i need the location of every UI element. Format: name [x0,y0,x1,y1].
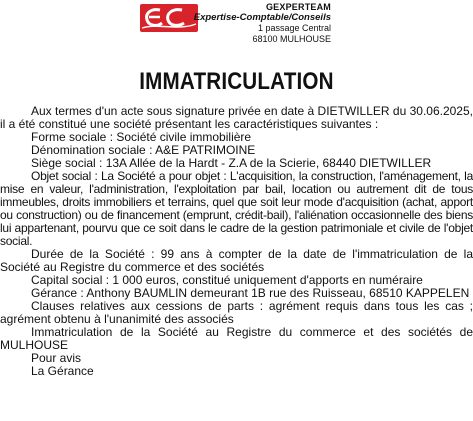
paragraph-intro: Aux termes d'un acte sous signature privée en date à DIETWILLER du 30.06.2025, il a été constitué une société présentant les caractéristiques suivantes : [0,104,473,131]
header [0,0,473,62]
gexperteam-logo-icon [140,4,198,32]
paragraph-signature: La Gérance [31,364,94,378]
company-block [194,2,331,44]
paragraph-pour-avis: Pour avis [31,351,82,365]
paragraph-duree: Durée de la Société : 99 ans à compter de la date de l'immatriculation de la Société au Registre du commerce et des sociétés [0,247,473,274]
paragraph-denomination: Dénomination sociale : A&E PATRIMOINE [31,143,256,157]
paragraph-forme-sociale: Forme sociale : Société civile immobilière [31,130,252,144]
paragraph-capital: Capital social : 1 000 euros, constitué uniquement d'apports en numéraire [31,273,423,287]
paragraph-immatriculation: Immatriculation de la Société au Registre du commerce et des sociétés de MULHOUSE [0,325,473,352]
paragraph-clauses: Clauses relatives aux cessions de parts : agrément requis dans tous les cas ; agrément obtenu à l'unanimité des associés [0,299,473,326]
company-name: GEXPERTEAM [265,2,331,12]
paragraph-gerance: Gérance : Anthony BAUMLIN demeurant 1B rue des Ruisseau, 68510 KAPPELEN [31,286,470,300]
notice-body [0,105,473,378]
paragraph-siege-social: Siège social : 13A Allée de la Hardt - Z.A de la Scierie, 68440 DIETWILLER [31,156,432,170]
page-title: IMMATRICULATION [139,68,334,95]
paragraph-objet-social: Objet social : La Société a pour objet : L'acquisition, la construction, l'aménagement, la mise en valeur, l'administration, l'exploitation par bail, location ou autrement dit de tous immeubles, droits immobiliers et terrains, quel que soit leur mode d'acquisition (achat, apport ou construction) ou de financement (emprunt, crédit-bail), l'aliénation occasionnelle des biens lui appartenant, pourvu que ce soit dans le cadre de la gestion patrimoniale et civile de l'objet social. [0,169,473,248]
company-address-line1: 1 passage Central [257,23,331,33]
company-tagline: Expertise-Comptable/Conseils [193,11,331,23]
company-address-line2: 68100 MULHOUSE [252,33,331,44]
